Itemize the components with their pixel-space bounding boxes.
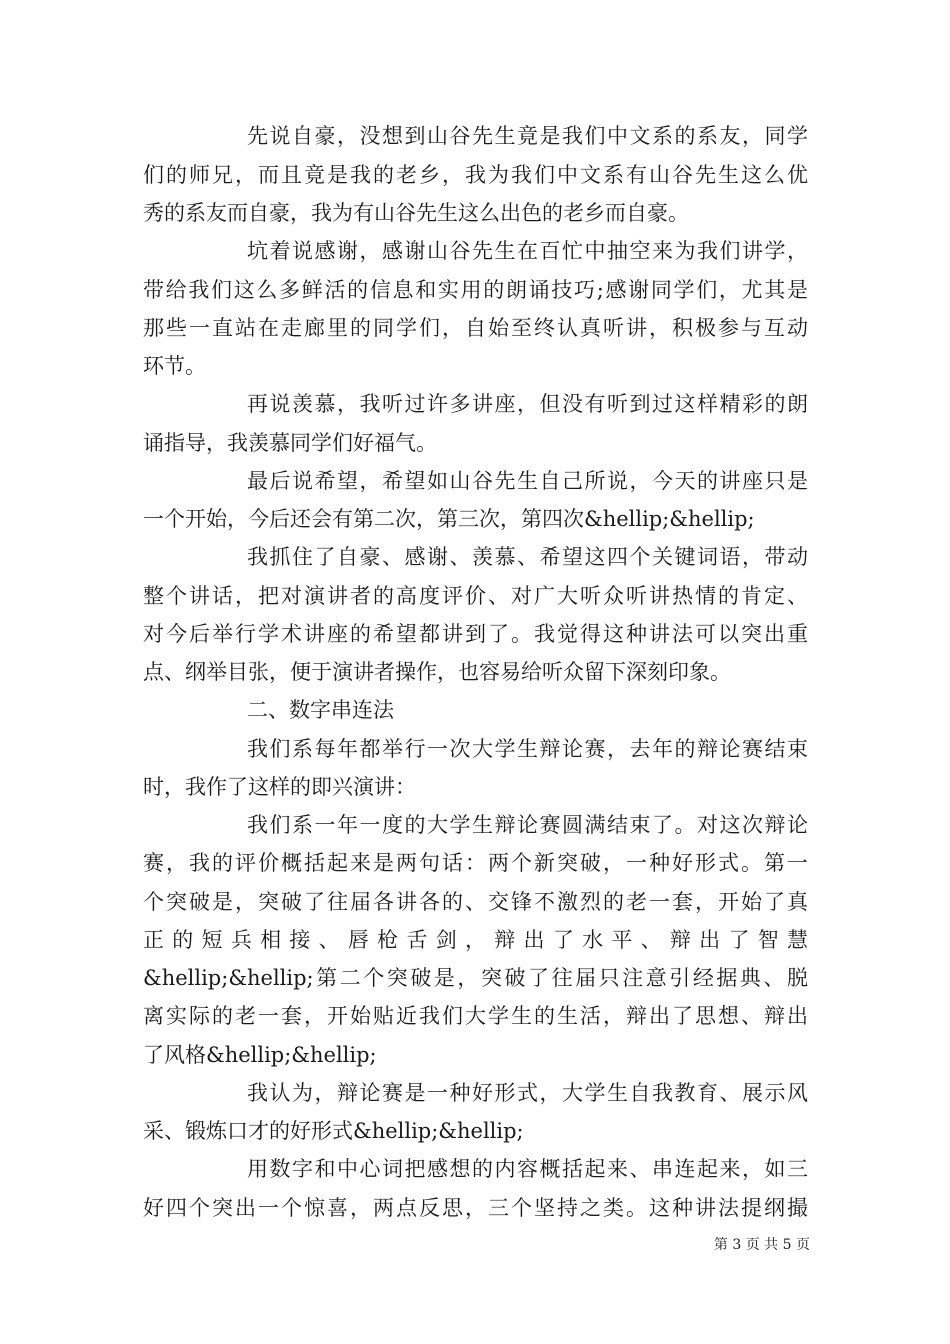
- text-line: 我认为，辩论赛是一种好形式，大学生自我教育、展示风: [247, 1081, 808, 1105]
- text-line: 诵指导，我羡慕同学们好福气。: [143, 431, 437, 455]
- text-line: 离实际的老一套，开始贴近我们大学生的生活，辩出了思想、辩出: [143, 1004, 808, 1028]
- text-line: 我们系每年都举行一次大学生辩论赛，去年的辩论赛结束: [247, 737, 808, 761]
- text-line: 我们系一年一度的大学生辩论赛圆满结束了。对这次辩论: [247, 813, 808, 837]
- text-line: 我抓住了自豪、感谢、羡慕、希望这四个关键词语，带动: [247, 545, 808, 569]
- text-line: 对今后举行学术讲座的希望都讲到了。我觉得这种讲法可以突出重: [143, 622, 808, 646]
- text-line: 整个讲话，把对演讲者的高度评价、对广大听众听讲热情的肯定、: [143, 584, 808, 608]
- text-line: 一个开始，今后还会有第二次，第三次，第四次&hellip;&hellip;: [143, 507, 755, 531]
- text-line: 坑着说感谢，感谢山谷先生在百忙中抽空来为我们讲学，: [247, 239, 808, 263]
- text-line: 正 的 短 兵 相 接 、 唇 枪 舌 剑 ， 辩 出 了 水 平 、 辩 出 了 智 慧: [143, 928, 808, 952]
- text-line: 好四个突出一个惊喜，两点反思，三个坚持之类。这种讲法提纲撮: [143, 1196, 808, 1220]
- text-line: 那些一直站在走廊里的同学们，自始至终认真听讲，积极参与互动: [143, 316, 808, 340]
- text-line: 用数字和中心词把感想的内容概括起来、串连起来，如三: [247, 1157, 808, 1181]
- section-heading: 二、数字串连法: [247, 698, 394, 722]
- text-line: 采、锻炼口才的好形式&hellip;&hellip;: [143, 1119, 524, 1143]
- text-line: 先说自豪，没想到山谷先生竟是我们中文系的系友，同学: [247, 124, 808, 148]
- text-line: 时，我作了这样的即兴演讲：: [143, 775, 416, 799]
- text-line: 最后说希望，希望如山谷先生自己所说，今天的讲座只是: [247, 469, 808, 493]
- text-line: 了风格&hellip;&hellip;: [143, 1043, 377, 1067]
- text-line: 再说羡慕，我听过许多讲座，但没有听到过这样精彩的朗: [247, 392, 808, 416]
- text-line: 带给我们这么多鲜活的信息和实用的朗诵技巧;感谢同学们，尤其是: [143, 278, 808, 302]
- text-line: 赛，我的评价概括起来是两句话：两个新突破，一种好形式。第一: [143, 851, 808, 875]
- page-number-footer: 第 3 页 共 5 页: [713, 1237, 810, 1253]
- text-line: 个突破是，突破了往届各讲各的、交锋不激烈的老一套，开始了真: [143, 890, 808, 914]
- text-line: 们的师兄，而且竟是我的老乡，我为我们中文系有山谷先生这么优: [143, 163, 808, 187]
- text-line: 环节。: [143, 354, 206, 378]
- text-line: 点、纲举目张，便于演讲者操作，也容易给听众留下深刻印象。: [143, 660, 731, 684]
- text-line: &hellip;&hellip;第二个突破是，突破了往届只注意引经据典、脱: [143, 966, 808, 990]
- text-line: 秀的系友而自豪，我为有山谷先生这么出色的老乡而自豪。: [143, 201, 689, 225]
